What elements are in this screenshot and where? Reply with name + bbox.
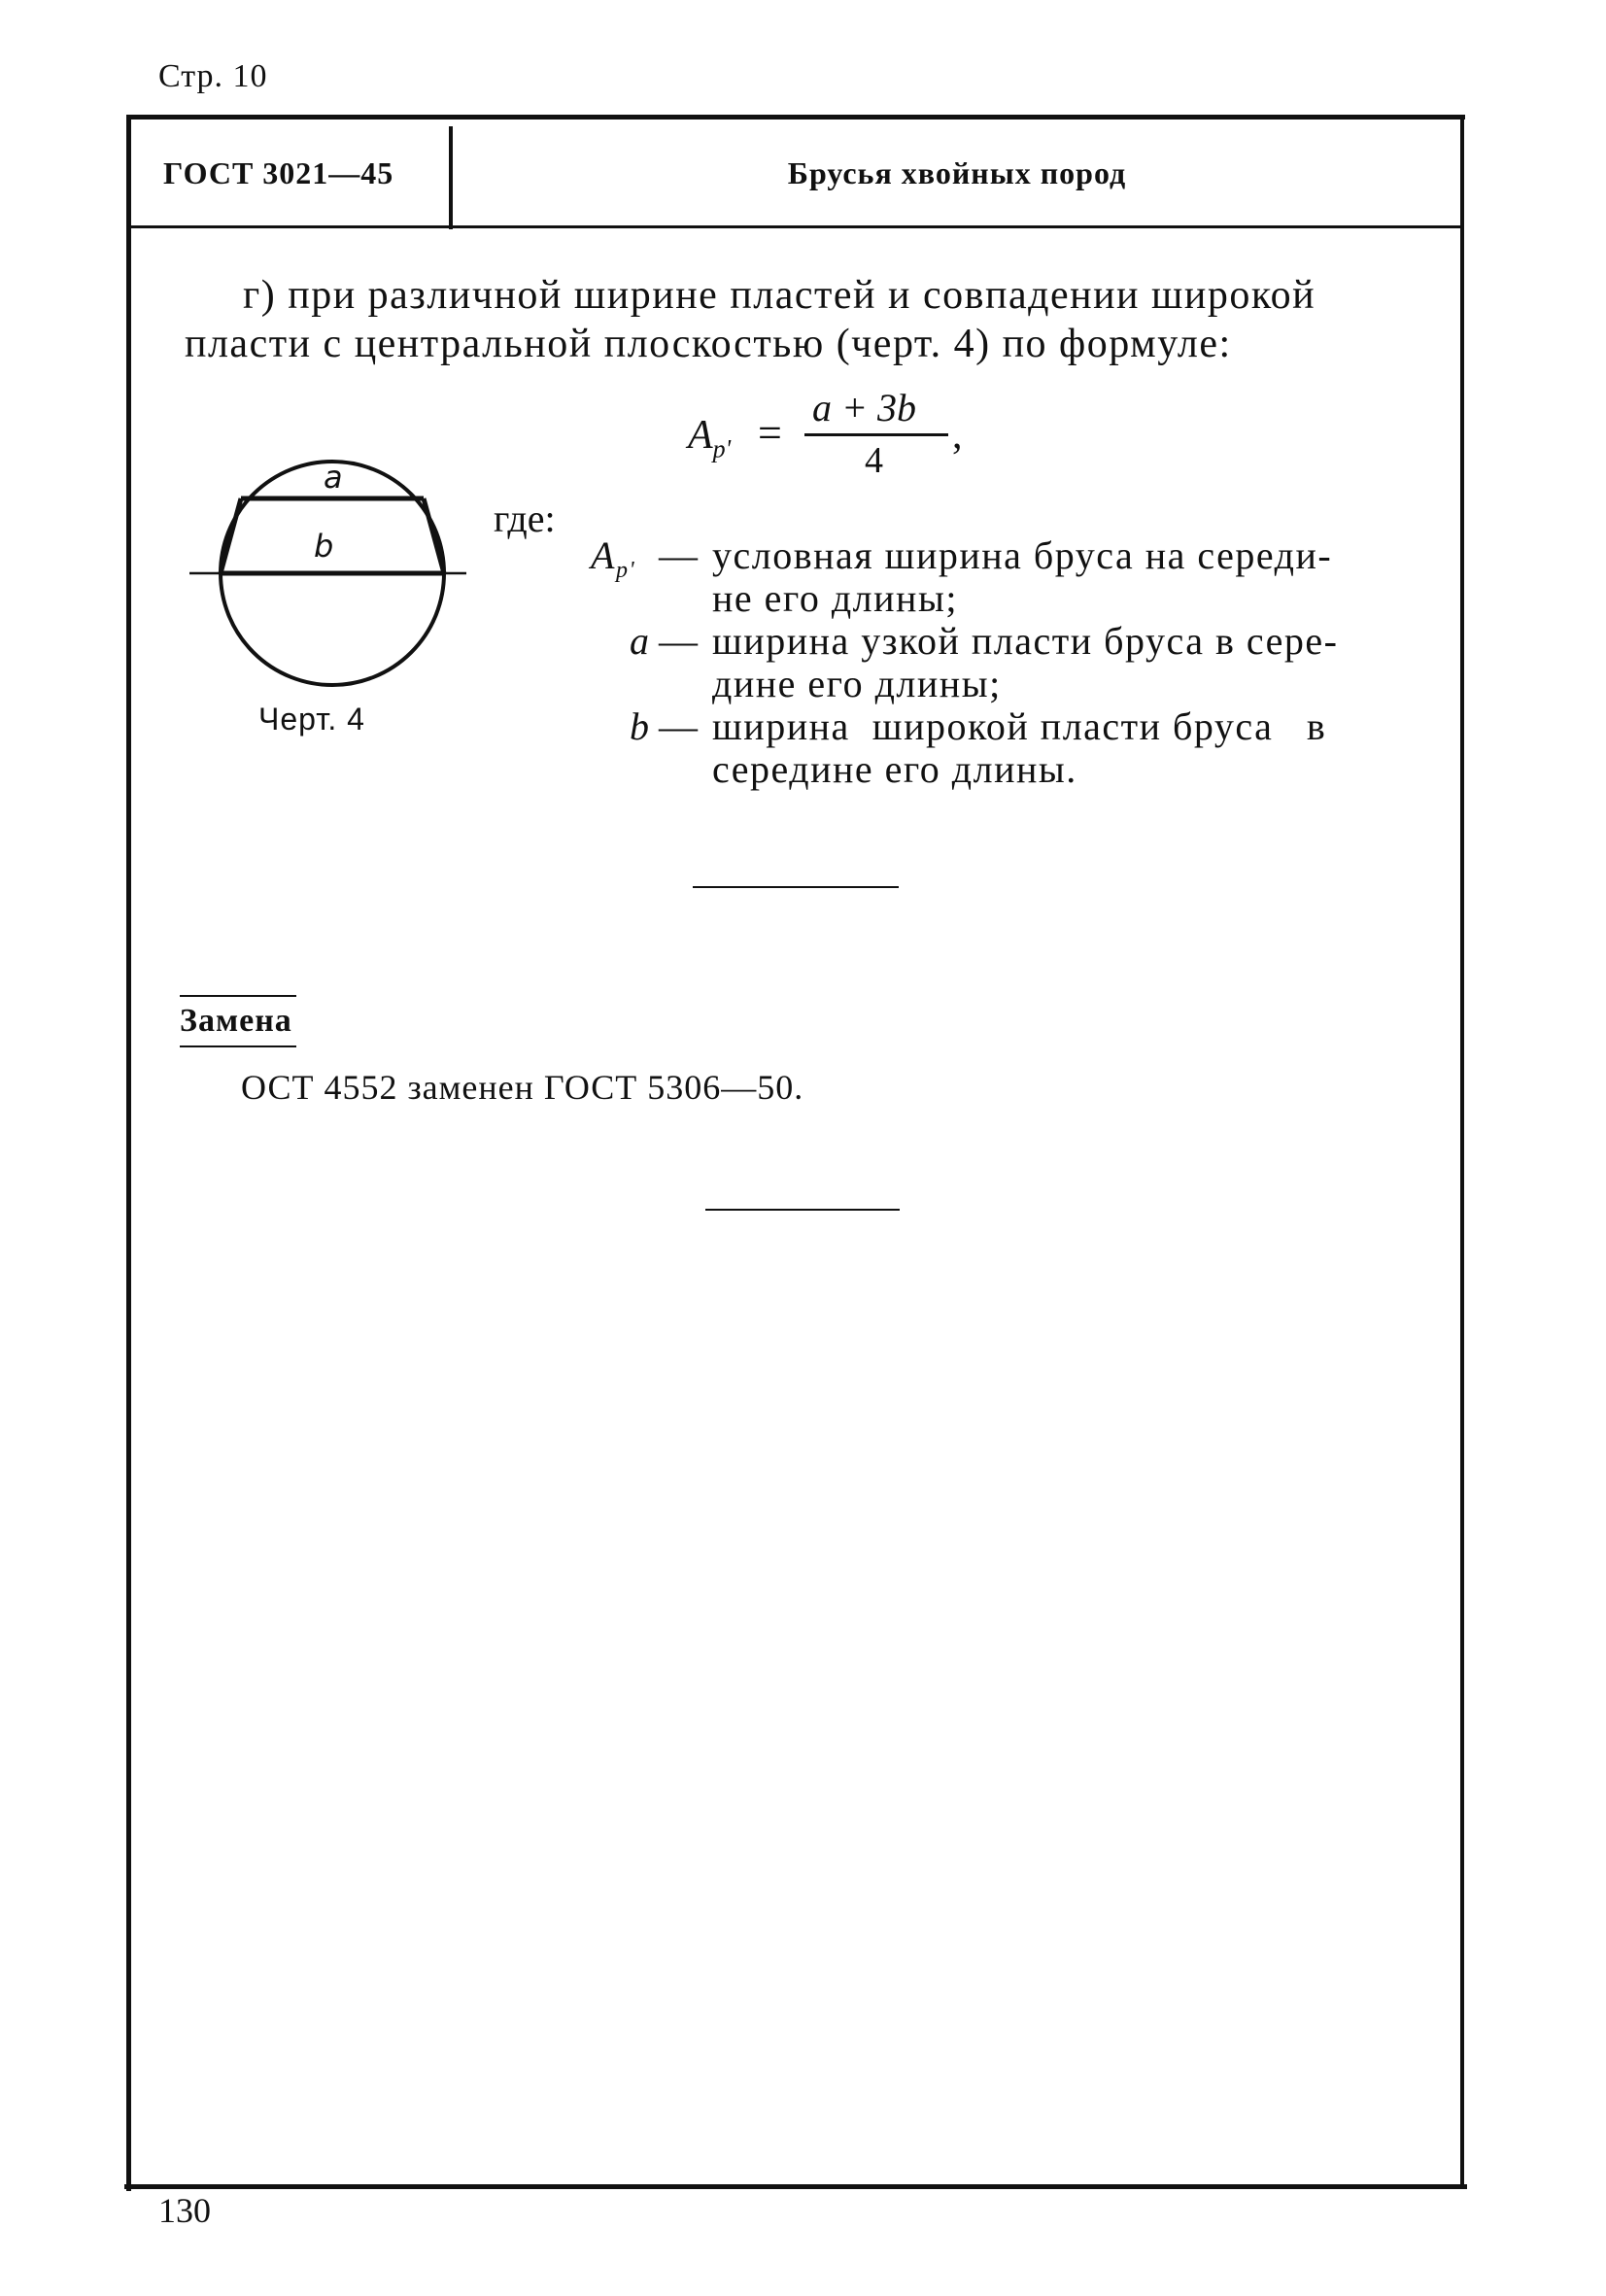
paragraph-line-2: пласти с центральной плоскостью (черт. 4) по формуле:: [185, 322, 1232, 366]
frame-bottom-line: [124, 2184, 1467, 2189]
page-label: Стр. 10: [158, 58, 268, 94]
formula-comma: ,: [952, 413, 963, 458]
page-number: 130: [158, 2191, 211, 2230]
formula-lhs: [688, 412, 731, 463]
where-label: где:: [494, 497, 556, 540]
definition-ap-term: [591, 532, 635, 584]
formula-denominator: 4: [865, 440, 883, 481]
replacement-title-overline: [180, 995, 296, 997]
definition-ap-dash: —: [659, 533, 700, 577]
figure-label-a: a: [324, 459, 343, 496]
definition-a-line-2: дине его длины;: [712, 662, 1002, 705]
definition-ap-line-2: не его длины;: [712, 576, 958, 620]
frame-top-line: [126, 115, 1465, 120]
definition-b-line-1: ширина широкой пласти бруса в: [712, 704, 1327, 748]
definition-b-term: [630, 703, 651, 749]
definition-b-symbol: b: [630, 704, 651, 748]
definition-a-line-1: ширина узкой пласти бруса в сере-: [712, 619, 1339, 663]
definition-a-term: [630, 618, 651, 664]
formula-numerator: a + 3b: [812, 386, 916, 429]
fraction-bar: [804, 433, 948, 436]
replacement-title-underline: [180, 1045, 296, 1047]
beam-left-side: [221, 498, 241, 573]
frame-left-line: [126, 117, 131, 2191]
definition-ap-line-1: условная ширина бруса на середи-: [712, 533, 1333, 577]
definition-a-dash: —: [659, 619, 700, 663]
figure-caption: Черт. 4: [258, 702, 365, 737]
standard-code: ГОСТ 3021—45: [163, 155, 394, 190]
beam-right-side: [424, 498, 444, 573]
header-bottom-line: [129, 225, 1462, 228]
document-title: Брусья хвойных пород: [787, 155, 1127, 190]
figure-4-diagram: [185, 447, 476, 700]
paragraph-line-1: г) при различной ширине пластей и совпадении широкой: [243, 273, 1316, 318]
formula-lhs-subscript: p': [712, 434, 732, 463]
formula-equals: =: [758, 409, 782, 457]
frame-right-line: [1460, 117, 1464, 2186]
definition-b-line-2: середине его длины.: [712, 747, 1077, 791]
definition-ap-symbol: A: [591, 533, 616, 577]
definition-ap-subscript: p': [615, 558, 636, 583]
section-separator-1: [693, 886, 899, 888]
header-divider-vertical: [449, 126, 453, 229]
replacement-title: Замена: [180, 1003, 292, 1039]
definition-b-dash: —: [659, 704, 700, 748]
definition-a-symbol: a: [630, 619, 651, 663]
replacement-text: ОСТ 4552 заменен ГОСТ 5306—50.: [241, 1068, 804, 1107]
formula-lhs-symbol: A: [688, 413, 713, 458]
figure-label-b: b: [314, 528, 334, 565]
section-separator-2: [705, 1209, 900, 1211]
